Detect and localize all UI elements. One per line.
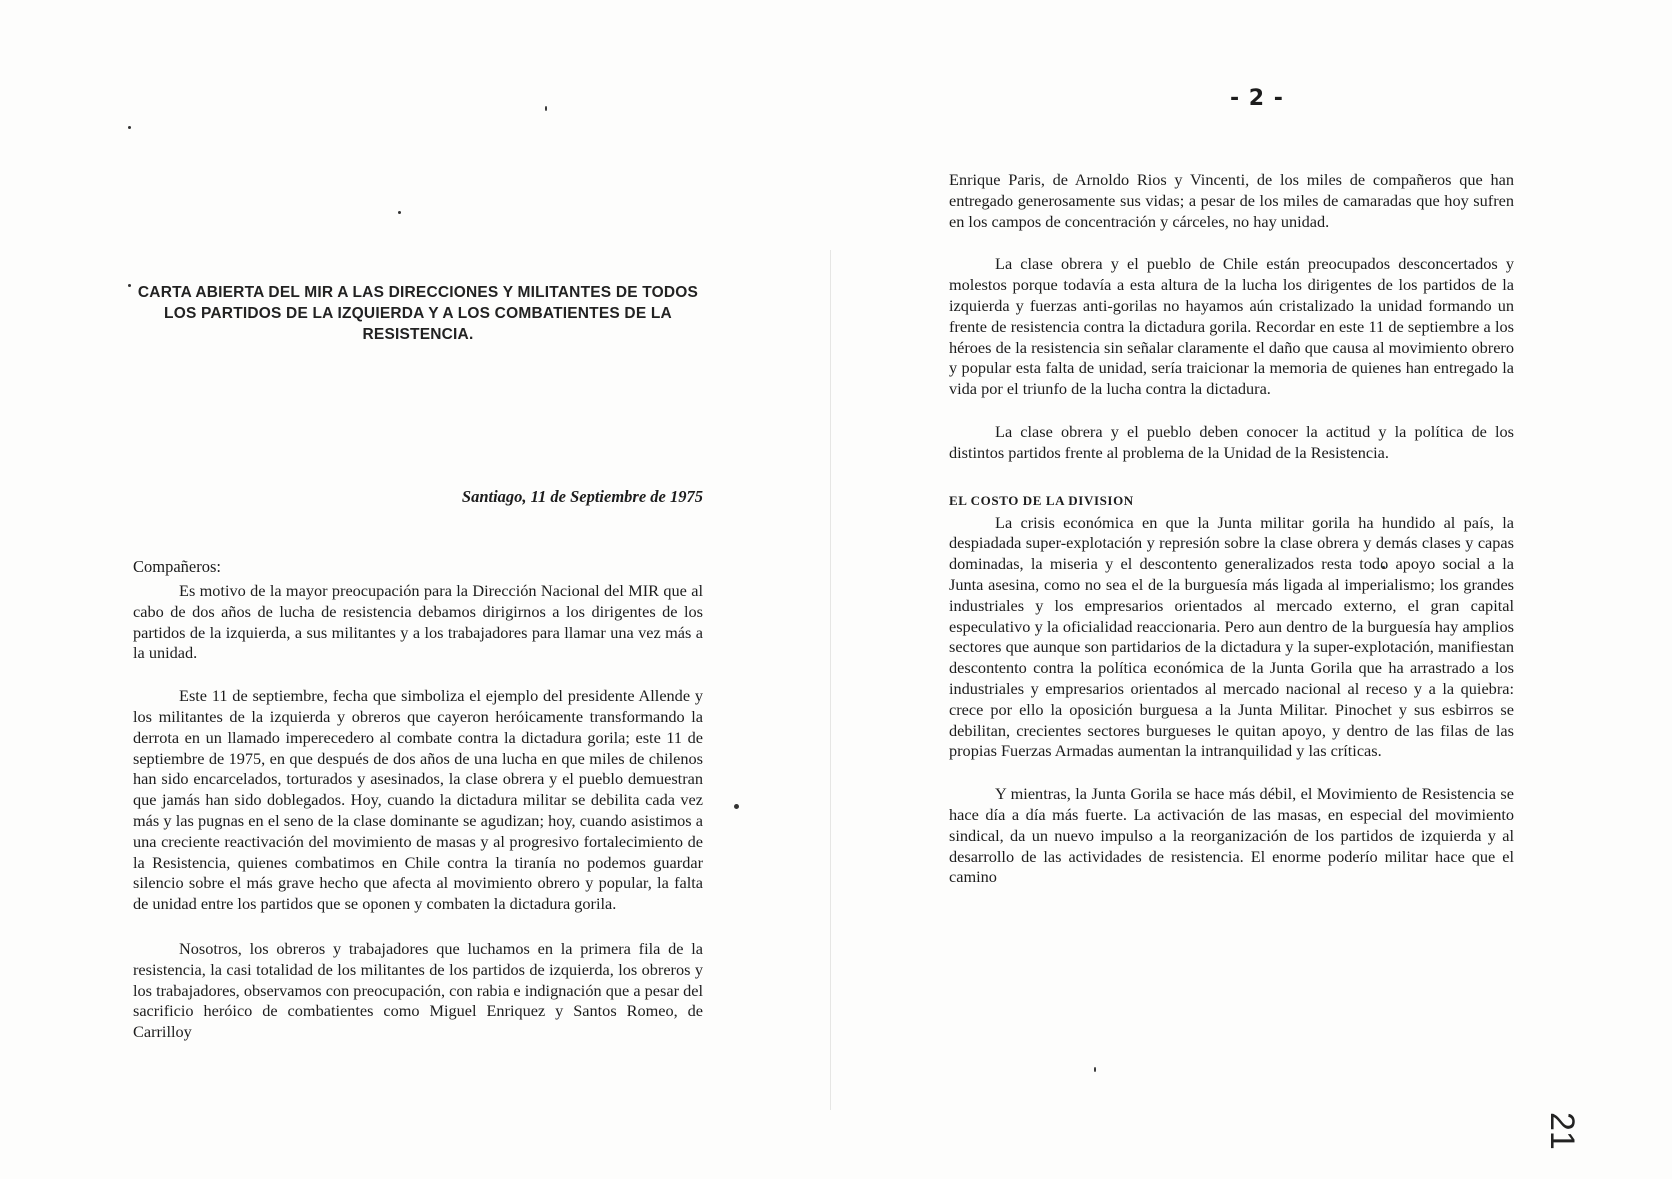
paragraph: Nosotros, los obreros y trabajadores que luchamos en la primera fila de la resistencia, la casi totalidad de los militantes de los partidos de izquierda, los obreros y los trabajadores, observamos con preocupación, con rabia e indignación que a pesar del sacrificio heróico de combatientes como Miguel Enriquez y Santos Romeo, de Carrilloy xyxy=(133,938,703,1042)
paragraph: Y mientras, la Junta Gorila se hace más débil, el Movimiento de Resistencia se hace día a día más fuerte. La activación de las masas, en especial del movimiento sindical, da un nuevo impulso a la reorganización de los partidos de izquierda y al desarrollo de las actividades de resistencia. El enorme poderío militar hace que el camino xyxy=(949,784,1514,887)
greeting: Compañeros: xyxy=(133,557,221,576)
page-number: - 2 - xyxy=(1230,86,1284,111)
paragraph: La crisis económica en que la Junta militar gorila ha hundido al país, la despiadada super-explotación y represión sobre la clase obrera y demás clases y capas dominadas, la miseria y el descontento generalizados resta todo apoyo social a la Junta asesina, como no sea el de la burguesía más ligada al imperialismo; los grandes industriales y los empresarios orientados al mercado externo, el gran capital especulativo y la oficialidad reaccionaria. Pero aun dentro de la burguesía hay amplios sectores que aunque son partidarios de la dictadura y la super-explotación, manifiestan descontento contra la política económica de la Junta Gorila que ha arrastrado a los industriales y empresarios orientados al mercado nacional al receso y a la quiebra: crece por ello la oposición burguesa a la Junta Militar. Pinochet y sus esbirros se debilitan, crecientes sectores burgueses le quitan apoyo, y dentro de las filas de las propias Fuerzas Armadas aumentan la intranquilidad y las críticas. xyxy=(949,512,1514,761)
paragraph: La clase obrera y el pueblo deben conocer la actitud y la política de los distintos partidos frente al problema de la Unidad de la Resistencia. xyxy=(949,421,1514,462)
scan-speck xyxy=(128,284,131,287)
right-page xyxy=(949,170,1514,888)
paragraph: Enrique Paris, de Arnoldo Rios y Vincenti, de los miles de compañeros que han entregado generosamente sus vidas; a pesar de los miles de camaradas que hoy sufren en los campos de concentración y cárceles, no hay unidad. xyxy=(949,170,1514,231)
paragraph: Es motivo de la mayor preocupación para la Dirección Nacional del MIR que al cabo de dos años de lucha de resistencia debamos dirigirnos a los dirigentes de los partidos de la izquierda, a sus militantes y a los trabajadores para llamar una vez más a la unidad. xyxy=(133,581,703,663)
left-page xyxy=(133,282,703,1043)
sheet-number: 21 xyxy=(1543,1112,1581,1150)
dateline: Santiago, 11 de Septiembre de 1975 xyxy=(461,487,703,506)
paragraph: Este 11 de septiembre, fecha que simboliza el ejemplo del presidente Allende y los militantes de la izquierda y obreros que cayeron heróicamente transformando la derrota en un llamado imperecedero al combate contra la dictadura gorila; este 11 de septiembre de 1975, en que después de dos años de una lucha en que miles de chilenos han sido encarcelados, torturados y asesinados, la clase obrera y el pueblo demuestran que jamás han sido doblegados. Hoy, cuando la dictadura militar se debilita cada vez más y las pugnas en el seno de la clase dominante se agudizan; hoy, cuando asistimos a una creciente reactivación del movimiento de masas y al progresivo fortalecimiento de la Resistencia, quienes combatimos en Chile contra la tiranía no podemos guardar silencio sobre el más grave hecho que afecta al movimiento obrero y popular, la falta de unidad entre los partidos que se oponen y combaten la dictadura gorila. xyxy=(133,686,703,914)
section-heading: EL COSTO DE LA DIVISION xyxy=(949,492,1134,508)
letter-title: CARTA ABIERTA DEL MIR A LAS DIRECCIONES Y MILITANTES DE TODOS LOS PARTIDOS DE LA IZQUIERDA Y A LOS COMBATIENTES DE LA RESISTENCIA. xyxy=(137,284,699,343)
scan-speck xyxy=(128,126,131,129)
scan-speck xyxy=(1094,1067,1096,1072)
scan-speck xyxy=(398,211,401,214)
scan-speck xyxy=(734,804,739,809)
paragraph: La clase obrera y el pueblo de Chile están preocupados desconcertados y molestos porque todavía a esta altura de la lucha los dirigentes de los partidos de la izquierda y fuerzas anti-gorilas no hayamos aún cristalizado la unidad formando un frente de resistencia contra la dictadura gorila. Recordar en este 11 de septiembre a los héroes de la resistencia sin señalar claramente el daño que causa al movimiento obrero y popular esta falta de unidad, sería traicionar la memoria de quienes han entregado la vida por el triunfo de la lucha contra la dictadura. xyxy=(949,254,1514,399)
scan-speck xyxy=(545,106,547,111)
page-fold xyxy=(830,250,831,1110)
